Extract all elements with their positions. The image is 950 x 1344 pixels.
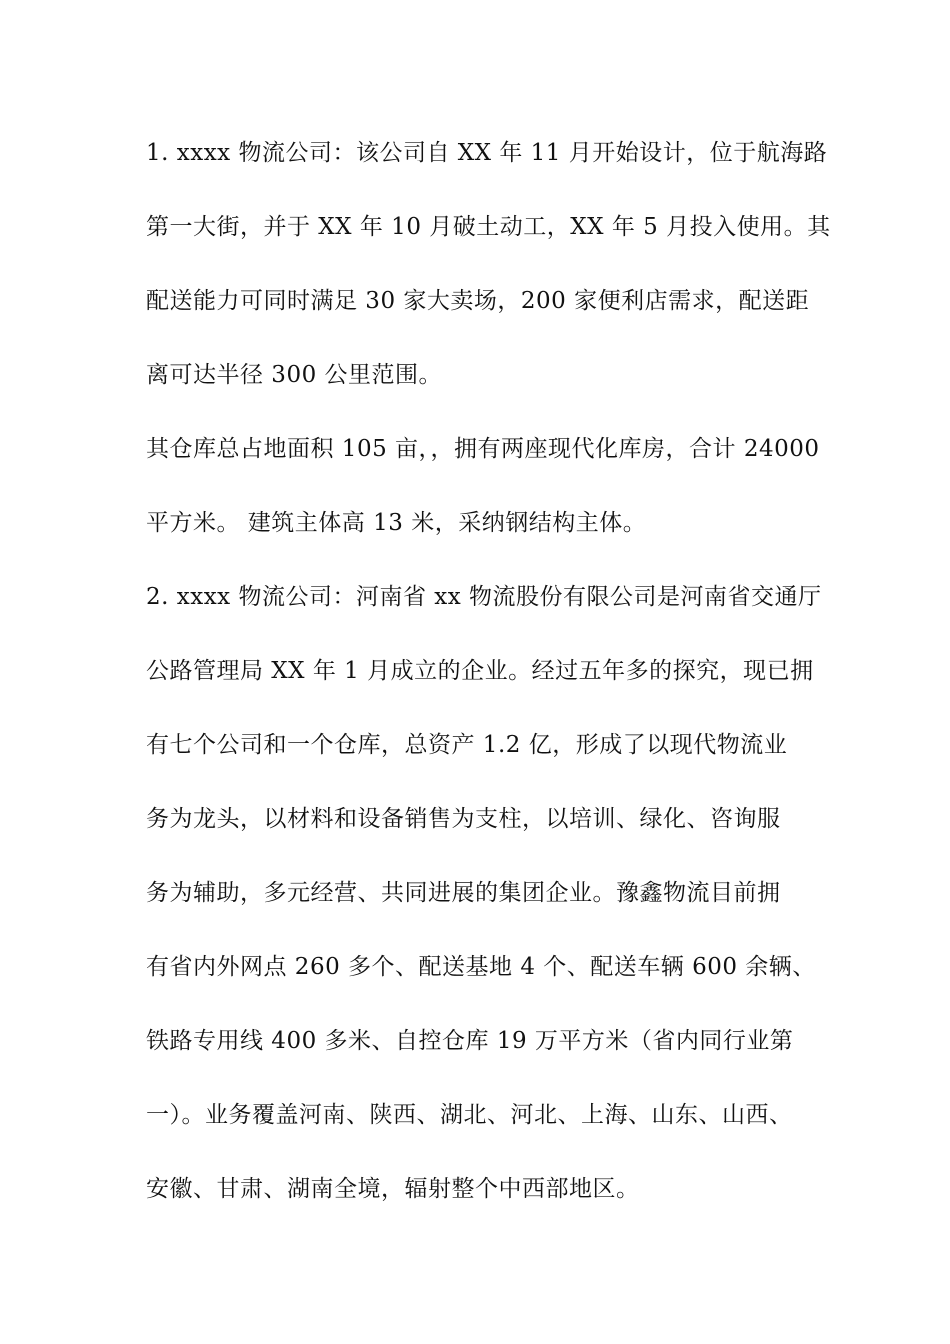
text-line: 安徽、甘肃、湖南全境，辐射整个中西部地区。 <box>146 1176 640 1202</box>
text-line: 配送能力可同时满足 30 家大卖场，200 家便利店需求，配送距 <box>146 288 810 314</box>
text-line: 1. xxxx 物流公司：该公司自 XX 年 11 月开始设计，位于航海路 <box>146 140 828 166</box>
text-line: 一）。业务覆盖河南、陕西、湖北、河北、上海、山东、山西、 <box>146 1102 793 1128</box>
text-line: 平方米。 建筑主体高 13 米，采纳钢结构主体。 <box>146 510 647 536</box>
text-line: 有七个公司和一个仓库，总资产 1.2 亿，形成了以现代物流业 <box>146 732 788 758</box>
text-line: 铁路专用线 400 多米、自控仓库 19 万平方米（省内同行业第 <box>146 1028 794 1054</box>
text-line: 2. xxxx 物流公司：河南省 xx 物流股份有限公司是河南省交通厅 <box>146 584 822 610</box>
text-line: 务为龙头，以材料和设备销售为支柱，以培训、绿化、咨询服 <box>146 806 781 832</box>
text-line: 有省内外网点 260 多个、配送基地 4 个、配送车辆 600 余辆、 <box>146 954 816 980</box>
text-line: 公路管理局 XX 年 1 月成立的企业。经过五年多的探究，现已拥 <box>146 658 814 684</box>
text-line: 其仓库总占地面积 105 亩，，拥有两座现代化库房，合计 24000 <box>146 436 820 462</box>
text-line: 务为辅助，多元经营、共同进展的集团企业。豫鑫物流目前拥 <box>146 880 781 906</box>
text-line: 第一大街，并于 XX 年 10 月破土动工，XX 年 5 月投入使用。其 <box>146 214 831 240</box>
text-line: 离可达半径 300 公里范围。 <box>146 362 443 388</box>
